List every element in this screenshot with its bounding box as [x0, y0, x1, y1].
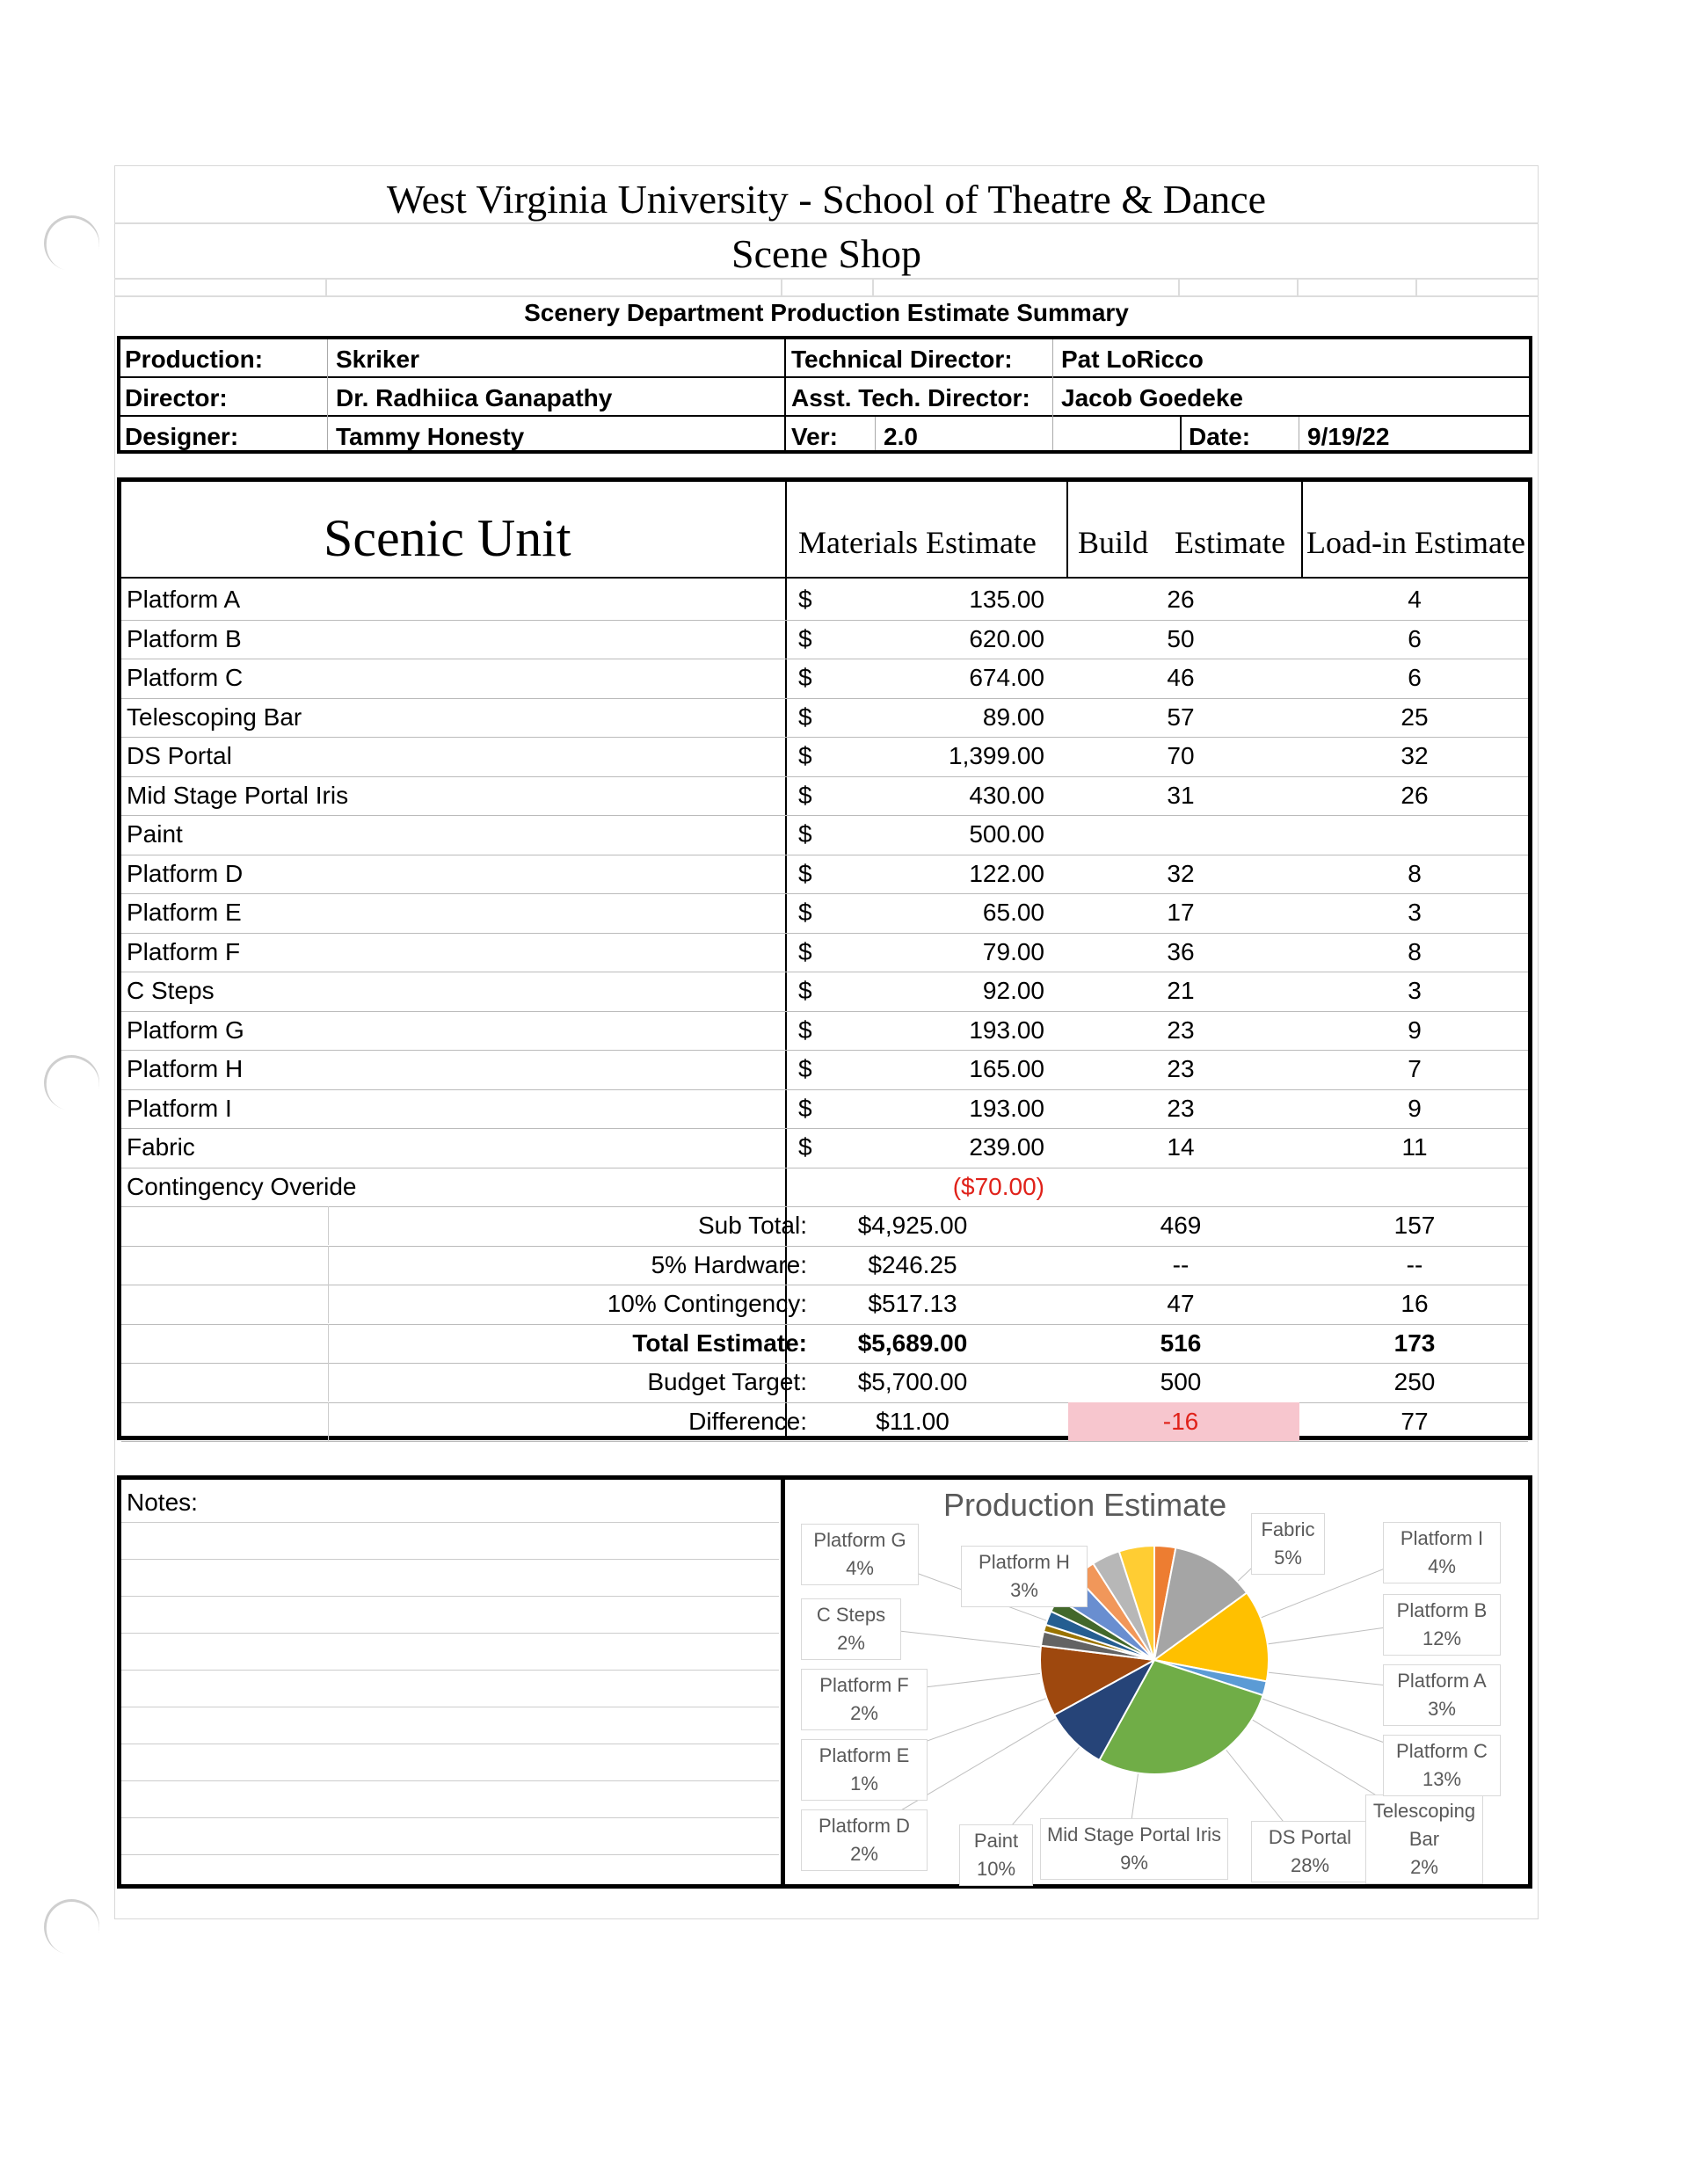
unit-name: Platform G	[127, 1016, 244, 1044]
dollar-sign: $	[798, 703, 812, 731]
pie-label-percent: 2%	[850, 1702, 878, 1724]
build-hours: 57	[1167, 703, 1195, 731]
unit-name: Platform F	[127, 937, 241, 965]
summary-materials: $11.00	[876, 1407, 950, 1435]
summary-row	[121, 1363, 1528, 1403]
summary-materials: $5,689.00	[857, 1329, 968, 1357]
pie-data-label	[1365, 1795, 1483, 1884]
materials-amount: 122.00	[969, 859, 1044, 887]
dollar-sign: $	[798, 977, 812, 1004]
summary-build: -16	[1162, 1407, 1199, 1435]
cell-border	[328, 1402, 329, 1441]
summary-load-in: 16	[1401, 1290, 1429, 1317]
pie-label-percent: 5%	[1274, 1547, 1302, 1569]
load-in-hours: 26	[1401, 781, 1429, 809]
summary-materials: $5,700.00	[857, 1368, 968, 1395]
summary-build: 500	[1160, 1368, 1202, 1395]
load-in-hours: 9	[1408, 1094, 1422, 1122]
notes-line	[121, 1854, 779, 1855]
summary-label: Sub Total:	[697, 1212, 807, 1239]
unit-name: Platform A	[127, 586, 241, 613]
summary-row	[121, 1285, 1528, 1325]
table-row	[121, 1168, 1528, 1208]
column-border	[1301, 482, 1303, 579]
chart-title: Production Estimate	[943, 1487, 1227, 1523]
designer-value: Tammy Honesty	[336, 423, 525, 450]
info-row-designer	[120, 417, 1529, 455]
materials-amount: 92.00	[982, 977, 1044, 1004]
materials-amount: 165.00	[969, 1055, 1044, 1082]
grid-line	[114, 278, 1539, 280]
unit-name: Platform E	[127, 899, 242, 926]
dollar-sign: $	[798, 664, 812, 691]
load-in-hours: 6	[1408, 664, 1422, 691]
table-row	[121, 1050, 1528, 1090]
materials-amount: 1,399.00	[949, 742, 1044, 769]
pie-label-name: DS Portal	[1268, 1826, 1352, 1848]
summary-build: --	[1172, 1250, 1190, 1278]
pie-data-label	[801, 1669, 928, 1730]
header-border	[121, 577, 1528, 579]
dollar-sign: $	[798, 624, 812, 652]
pie-label-percent: 12%	[1422, 1627, 1462, 1649]
table-row	[121, 737, 1528, 777]
summary-row	[121, 1206, 1528, 1247]
summary-materials: $517.13	[868, 1290, 957, 1317]
load-in-hours: 9	[1408, 1016, 1422, 1044]
dollar-sign: $	[798, 899, 812, 926]
header-build-estimate: Estimate	[1175, 525, 1285, 560]
shop-title: Scene Shop	[731, 231, 921, 276]
pie-label-name: Platform G	[813, 1529, 906, 1551]
unit-name: Platform I	[127, 1094, 232, 1122]
load-in-hours: 8	[1408, 859, 1422, 887]
unit-name: Platform C	[127, 664, 244, 691]
director-value: Dr. Radhiica Ganapathy	[336, 384, 613, 411]
unit-name: Fabric	[127, 1133, 195, 1161]
materials-amount: 239.00	[969, 1133, 1044, 1161]
build-hours: 32	[1167, 859, 1195, 887]
load-in-hours: 11	[1401, 1133, 1428, 1161]
notes-line	[121, 1670, 779, 1671]
load-in-hours: 3	[1408, 899, 1422, 926]
pie-label-percent: 13%	[1422, 1768, 1462, 1790]
version-value: 2.0	[884, 423, 918, 450]
notes-section	[117, 1475, 1532, 1889]
pie-label-percent: 2%	[1410, 1856, 1438, 1878]
notes-line	[121, 1596, 779, 1597]
header-scenic-unit: Scenic Unit	[324, 509, 571, 567]
materials-amount: ($70.00)	[952, 1172, 1044, 1200]
pie-label-name: Paint	[973, 1830, 1019, 1852]
pie-label-name: Platform F	[819, 1674, 909, 1696]
unit-name: Platform H	[127, 1055, 244, 1082]
build-hours: 31	[1167, 781, 1195, 809]
table-row	[121, 815, 1528, 855]
materials-amount: 135.00	[969, 586, 1044, 613]
grid-line	[1297, 278, 1299, 295]
unit-name: Telescoping Bar	[127, 703, 302, 731]
materials-amount: 674.00	[969, 664, 1044, 691]
pie-label-name: Platform E	[819, 1744, 910, 1766]
pie-label-percent: 10%	[976, 1858, 1016, 1880]
table-row	[121, 776, 1528, 817]
dollar-sign: $	[798, 1055, 812, 1082]
pie-data-label	[961, 1546, 1088, 1607]
pie-label-name: Platform B	[1396, 1599, 1488, 1621]
estimate-table	[117, 477, 1532, 1440]
info-row-director	[120, 378, 1529, 417]
pie-data-label	[801, 1809, 928, 1871]
summary-load-in: --	[1406, 1250, 1423, 1278]
dollar-sign: $	[798, 1016, 812, 1044]
pie-label-name: Platform D	[819, 1815, 910, 1837]
header-build: Build	[1078, 525, 1149, 560]
materials-amount: 620.00	[969, 624, 1044, 652]
cell-border	[328, 1206, 329, 1245]
load-in-hours: 7	[1408, 1055, 1422, 1082]
header-load-in: Load-in Estimate	[1306, 525, 1525, 560]
build-hours: 36	[1167, 937, 1195, 965]
materials-amount: 193.00	[969, 1094, 1044, 1122]
pie-label-percent: 4%	[846, 1557, 874, 1579]
summary-load-in: 173	[1393, 1329, 1436, 1357]
pie-label-name: Telescoping Bar	[1372, 1800, 1476, 1850]
cell-border	[328, 1285, 329, 1323]
summary-materials: $4,925.00	[857, 1212, 968, 1239]
unit-name: Paint	[127, 820, 183, 848]
summary-subtitle: Scenery Department Production Estimate Summary	[524, 299, 1129, 326]
dollar-sign: $	[798, 937, 812, 965]
materials-amount: 430.00	[969, 781, 1044, 809]
director-label: Director:	[125, 384, 228, 411]
pie-label-name: Platform I	[1400, 1527, 1484, 1549]
pie-data-label	[959, 1824, 1033, 1886]
grid-line	[781, 278, 782, 295]
table-row	[121, 580, 1528, 621]
load-in-hours: 25	[1401, 703, 1429, 731]
spreadsheet-page	[114, 165, 1539, 1919]
summary-materials: $246.25	[868, 1250, 957, 1278]
unit-name: Platform D	[127, 859, 244, 887]
load-in-hours: 32	[1401, 742, 1429, 769]
summary-load-in: 250	[1393, 1368, 1436, 1395]
version-label: Ver:	[791, 423, 838, 450]
table-row	[121, 933, 1528, 973]
build-hours: 70	[1167, 742, 1195, 769]
table-row	[121, 855, 1528, 895]
notes-line	[121, 1780, 779, 1781]
hole-punch	[38, 1049, 106, 1117]
build-hours: 50	[1167, 624, 1195, 652]
pie-label-name: Platform C	[1396, 1740, 1488, 1762]
grid-line	[114, 295, 1539, 297]
production-info-box	[117, 336, 1532, 454]
summary-label: 5% Hardware:	[651, 1250, 807, 1278]
pie-label-percent: 3%	[1010, 1579, 1038, 1601]
pie-data-label	[1251, 1513, 1325, 1575]
summary-load-in: 77	[1401, 1407, 1429, 1435]
table-row	[121, 893, 1528, 934]
build-hours: 23	[1167, 1016, 1195, 1044]
build-hours: 46	[1167, 664, 1195, 691]
pie-label-name: C Steps	[816, 1604, 886, 1626]
dollar-sign: $	[798, 1094, 812, 1122]
pie-label-name: Platform H	[979, 1551, 1070, 1573]
pie-label-percent: 3%	[1428, 1698, 1456, 1720]
pie-data-label	[801, 1739, 928, 1801]
hole-punch	[38, 1893, 106, 1961]
materials-amount: 79.00	[982, 937, 1044, 965]
technical-director-label: Technical Director:	[791, 346, 1013, 373]
summary-build: 469	[1160, 1212, 1202, 1239]
summary-build: 47	[1167, 1290, 1195, 1317]
technical-director-value: Pat LoRicco	[1061, 346, 1204, 373]
table-row	[121, 698, 1528, 739]
summary-row	[121, 1324, 1528, 1365]
summary-load-in: 157	[1393, 1212, 1436, 1239]
unit-name: Mid Stage Portal Iris	[127, 781, 349, 809]
materials-amount: 65.00	[982, 899, 1044, 926]
pie-data-label	[1251, 1821, 1369, 1882]
dollar-sign: $	[798, 820, 812, 848]
pie-data-label	[801, 1598, 901, 1660]
date-value: 9/19/22	[1307, 423, 1390, 450]
unit-name: Contingency Overide	[127, 1172, 357, 1200]
summary-label: Budget Target:	[647, 1368, 807, 1395]
cell-border	[328, 1324, 329, 1363]
pie-data-label	[1040, 1818, 1228, 1880]
pie-data-label	[801, 1524, 919, 1585]
build-hours: 17	[1167, 899, 1195, 926]
notes-line	[121, 1633, 779, 1634]
build-hours: 14	[1167, 1133, 1195, 1161]
dollar-sign: $	[798, 781, 812, 809]
table-row	[121, 1011, 1528, 1052]
asst-td-label: Asst. Tech. Director:	[791, 384, 1030, 411]
pie-label-percent: 2%	[850, 1843, 878, 1865]
pie-label-percent: 4%	[1428, 1555, 1456, 1577]
build-hours: 26	[1167, 586, 1195, 613]
pie-data-label	[1383, 1664, 1501, 1726]
column-border	[1066, 482, 1068, 579]
production-label: Production:	[125, 346, 264, 373]
unit-name: C Steps	[127, 977, 215, 1004]
pie-label-name: Mid Stage Portal Iris	[1046, 1824, 1222, 1845]
dollar-sign: $	[798, 859, 812, 887]
cell-border	[328, 1363, 329, 1401]
build-hours: 23	[1167, 1094, 1195, 1122]
pie-label-percent: 1%	[850, 1773, 878, 1795]
production-value: Skriker	[336, 346, 419, 373]
dollar-sign: $	[798, 1133, 812, 1161]
notes-line	[121, 1522, 779, 1523]
date-label: Date:	[1189, 423, 1251, 450]
grid-line	[1415, 278, 1417, 295]
materials-amount: 500.00	[969, 820, 1044, 848]
build-hours: 21	[1167, 977, 1195, 1004]
cell-border	[328, 1246, 329, 1285]
table-row	[121, 1089, 1528, 1130]
summary-label: 10% Contingency:	[607, 1290, 807, 1317]
dollar-sign: $	[798, 586, 812, 613]
notes-line	[121, 1559, 779, 1560]
summary-build: 516	[1160, 1329, 1202, 1357]
pie-label-name: Platform A	[1397, 1670, 1487, 1692]
pie-data-label	[1383, 1522, 1501, 1583]
load-in-hours: 4	[1408, 586, 1422, 613]
table-row	[121, 1128, 1528, 1168]
hole-punch	[38, 209, 106, 277]
grid-line	[872, 278, 874, 295]
designer-label: Designer:	[125, 423, 239, 450]
pie-label-percent: 9%	[1120, 1852, 1148, 1874]
notes-label: Notes:	[127, 1489, 198, 1516]
unit-name: Platform B	[127, 624, 242, 652]
load-in-hours: 3	[1408, 977, 1422, 1004]
pie-label-percent: 28%	[1290, 1854, 1330, 1876]
grid-line	[325, 278, 327, 295]
materials-amount: 89.00	[982, 703, 1044, 731]
build-hours: 23	[1167, 1055, 1195, 1082]
pie-label-percent: 2%	[837, 1632, 865, 1654]
info-row-production	[120, 339, 1529, 378]
pie-label-name: Fabric	[1261, 1518, 1315, 1540]
materials-amount: 193.00	[969, 1016, 1044, 1044]
summary-label: Total Estimate:	[632, 1329, 807, 1357]
dollar-sign: $	[798, 742, 812, 769]
pie-data-label	[1383, 1594, 1501, 1656]
asst-td-value: Jacob Goedeke	[1061, 384, 1243, 411]
table-row	[121, 972, 1528, 1012]
pie-data-label	[1383, 1735, 1501, 1796]
load-in-hours: 8	[1408, 937, 1422, 965]
header-materials: Materials Estimate	[798, 525, 1037, 560]
table-row	[121, 620, 1528, 660]
grid-line	[1178, 278, 1180, 295]
production-estimate-chart	[781, 1480, 1532, 1884]
institution-title: West Virginia University - School of Theatre & Dance	[386, 177, 1267, 222]
summary-row	[121, 1246, 1528, 1286]
unit-name: DS Portal	[127, 742, 232, 769]
notes-line	[121, 1817, 779, 1818]
summary-label: Difference:	[688, 1407, 807, 1435]
load-in-hours: 6	[1408, 624, 1422, 652]
grid-line	[114, 222, 1539, 224]
table-row	[121, 659, 1528, 699]
summary-row	[121, 1402, 1528, 1443]
